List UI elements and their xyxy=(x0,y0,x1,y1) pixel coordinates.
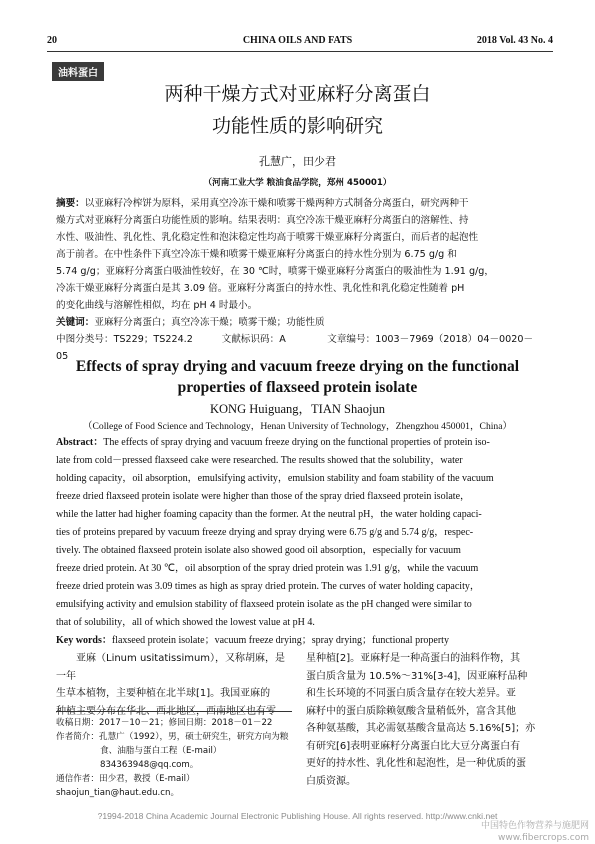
abstract-en-line: emulsifying activity and emulsion stability of flaxseed protein isolate as the pH changed were similar to xyxy=(56,599,472,610)
body-line: 麻籽中的蛋白质除赖氨酸含量稍低外，富含其他 xyxy=(306,705,516,717)
body-line: 蛋白质含量为 10.5%～31%[3-4]，因亚麻籽品种 xyxy=(306,670,528,682)
abstract-cn-label: 摘要： xyxy=(56,198,85,209)
abstract-en-line: that of solubility，all of which showed the lowest value at pH 4. xyxy=(56,617,315,628)
affiliation-cn: （河南工业大学 粮油食品学院，郑州 450001） xyxy=(203,178,392,188)
footnote-rule xyxy=(56,711,292,712)
body-line: 生草本植物，主要种植在北半球[1]。我国亚麻的 xyxy=(56,688,271,699)
abstract-cn-line: 高于前者。在中性条件下真空冷冻干燥和喷雾干燥亚麻籽分离蛋白的持水性分别为 6.75 g/g 和 xyxy=(56,249,457,260)
abstract-cn-text: 以亚麻籽冷榨饼为原料，采用真空冷冻干燥和喷雾干燥两种方式制备分离蛋白，研究两种干 xyxy=(84,198,469,209)
authors-cn: 孔慧广，田少君 xyxy=(259,155,336,168)
article-no-label: 文章编号： xyxy=(327,334,376,345)
journal-name: CHINA OILS AND FATS xyxy=(242,35,353,46)
keywords-cn xyxy=(56,314,542,331)
doc-code-value: A xyxy=(279,334,286,345)
body-line: 白质资源。 xyxy=(306,775,356,787)
author-bio-cont: 食、油脂与蛋白工程（E-mail）834363948@qq.com。 xyxy=(100,746,222,770)
keywords-cn-text: 亚麻籽分离蛋白；真空冷冻干燥；喷雾干燥；功能性质 xyxy=(94,317,325,328)
clc-value: TS229；TS224.2 xyxy=(113,334,193,345)
abstract-cn-line: 水性、吸油性、乳化性、乳化稳定性和泡沫稳定性均高于喷雾干燥亚麻籽分离蛋白，而后者的起泡性 xyxy=(56,232,479,243)
footnotes xyxy=(56,716,296,800)
body-line: 更好的持水性、乳化性和起泡性，是一种优质的蛋 xyxy=(306,758,526,769)
received-date: 收稿日期：2017－10－21；修回日期：2018－01－22 xyxy=(56,718,273,728)
body-line: 有研究[6]表明亚麻籽分离蛋白比大豆分离蛋白有 xyxy=(306,740,521,752)
abstract-en-line xyxy=(56,434,542,452)
article-no-value: 1003－7969（2018）04－0020－05 xyxy=(56,334,534,362)
title-cn-line-1: 两种干燥方式对亚麻籽分离蛋白 xyxy=(164,83,431,105)
body-left-column xyxy=(56,650,292,720)
abstract-en-line: holding capacity，oil absorption，emulsifying activity，emulsion stability and foam stability of the vacuum xyxy=(56,473,494,484)
affiliation-en: （College of Food Science and Technology，Henan University of Technology，Zhengzhou 450001，China） xyxy=(82,421,513,432)
body-right-column xyxy=(306,650,544,790)
abstract-en-line: freeze dried protein was 3.09 times as high as spray dried protein. The curves of water holding capacity， xyxy=(56,581,480,592)
abstract-cn xyxy=(56,195,542,365)
title-en-line-2: properties of flaxseed protein isolate xyxy=(177,379,418,396)
body-line: 种植主要分布在华北、西北地区，西南地区也有零 xyxy=(56,705,276,717)
watermark-cn: 中国特色作物营养与施肥网 xyxy=(480,821,589,831)
clc-label: 中图分类号： xyxy=(56,334,114,345)
abstract-en-line: while the latter had higher foaming capacity than the former. At the neutral pH，the water holding capaci- xyxy=(56,509,482,520)
keywords-en xyxy=(56,632,542,650)
abstract-cn-line: 燥方式对亚麻籽分离蛋白功能性质的影响。结果表明：真空冷冻干燥亚麻籽分离蛋白的溶解性、持 xyxy=(56,215,469,226)
corresponding-author: 通信作者：田少君，教授（E-mail）shaojun_tian@haut.edu.cn。 xyxy=(56,774,195,798)
abstract-en-label: Abstract： xyxy=(56,437,104,448)
watermark xyxy=(481,820,589,844)
keywords-en-label: Key words： xyxy=(56,635,112,646)
body-line: 各种氨基酸，其必需氨基酸含量高达 5.16%[5]；亦 xyxy=(306,723,536,734)
abstract-en-line: freeze dried flaxseed protein isolate were higher than those of the spray dried flaxseed protein isolate， xyxy=(56,491,471,502)
abstract-cn-line: 的变化曲线与溶解性相似，均在 pH 4 时最小。 xyxy=(56,300,258,311)
section-tag: 油料蛋白 xyxy=(52,62,104,81)
author-bio: 作者简介：孔慧广（1992），男，硕士研究生，研究方向为粮 xyxy=(56,732,289,742)
abstract-en-line: tively. The obtained flaxseed protein isolate also showed good oil absorption，especially for vacuum xyxy=(56,545,461,556)
body-line: 亚麻（Linum usitatissimum），又称胡麻，是一年 xyxy=(56,653,286,682)
header-rule xyxy=(47,51,553,52)
abstract-en-text: The effects of spray drying and vacuum freeze drying on the functional properties of protein iso- xyxy=(103,437,490,448)
keywords-en-text: flaxseed protein isolate；vacuum freeze drying；spray drying；functional property xyxy=(111,635,449,646)
body-line: 星种植[2]。亚麻籽是一种高蛋白的油料作物，其 xyxy=(306,653,521,664)
abstract-en-line: ties of proteins prepared by vacuum freeze drying and spray drying were 6.75 g/g and 5.74 g/g，respec- xyxy=(56,527,474,538)
abstract-cn-line xyxy=(56,195,542,212)
abstract-en-line: freeze dried protein. At 30 ℃，oil absorption of the spray dried protein was 1.91 g/g，while the vacuum xyxy=(56,563,479,574)
title-en-line-1: Effects of spray drying and vacuum freeze drying on the functional xyxy=(75,358,520,375)
abstract-en xyxy=(56,434,542,650)
authors-en: KONG Huiguang，TIAN Shaojun xyxy=(210,402,385,416)
title-cn-line-2: 功能性质的影响研究 xyxy=(211,115,383,137)
volume-issue: 2018 Vol. 43 No. 4 xyxy=(476,35,553,46)
copyright-footer: ?1994-2018 China Academic Journal Electronic Publishing House. All rights reserved. http://www.cnki.net xyxy=(97,811,498,821)
body-line: 和生长环境的不同蛋白质含量存在较大差异。亚 xyxy=(306,688,516,699)
page-number: 20 xyxy=(47,35,57,46)
keywords-cn-label: 关键词： xyxy=(56,317,95,328)
doc-code-label: 文献标识码： xyxy=(221,334,280,345)
abstract-cn-line: 冷冻干燥亚麻籽分离蛋白是其 3.09 倍。亚麻籽分离蛋白的持水性、乳化性和乳化稳定性随着 pH xyxy=(56,283,465,294)
abstract-cn-line: 5.74 g/g；亚麻籽分离蛋白吸油性较好，在 30 ℃时，喷雾干燥亚麻籽分离蛋白的吸油性为 1.91 g/g， xyxy=(56,266,494,277)
watermark-url: www.fibercrops.com xyxy=(498,833,589,843)
abstract-en-line: late from cold－pressed flaxseed cake were researched. The results showed that the solubility，water xyxy=(56,455,463,466)
